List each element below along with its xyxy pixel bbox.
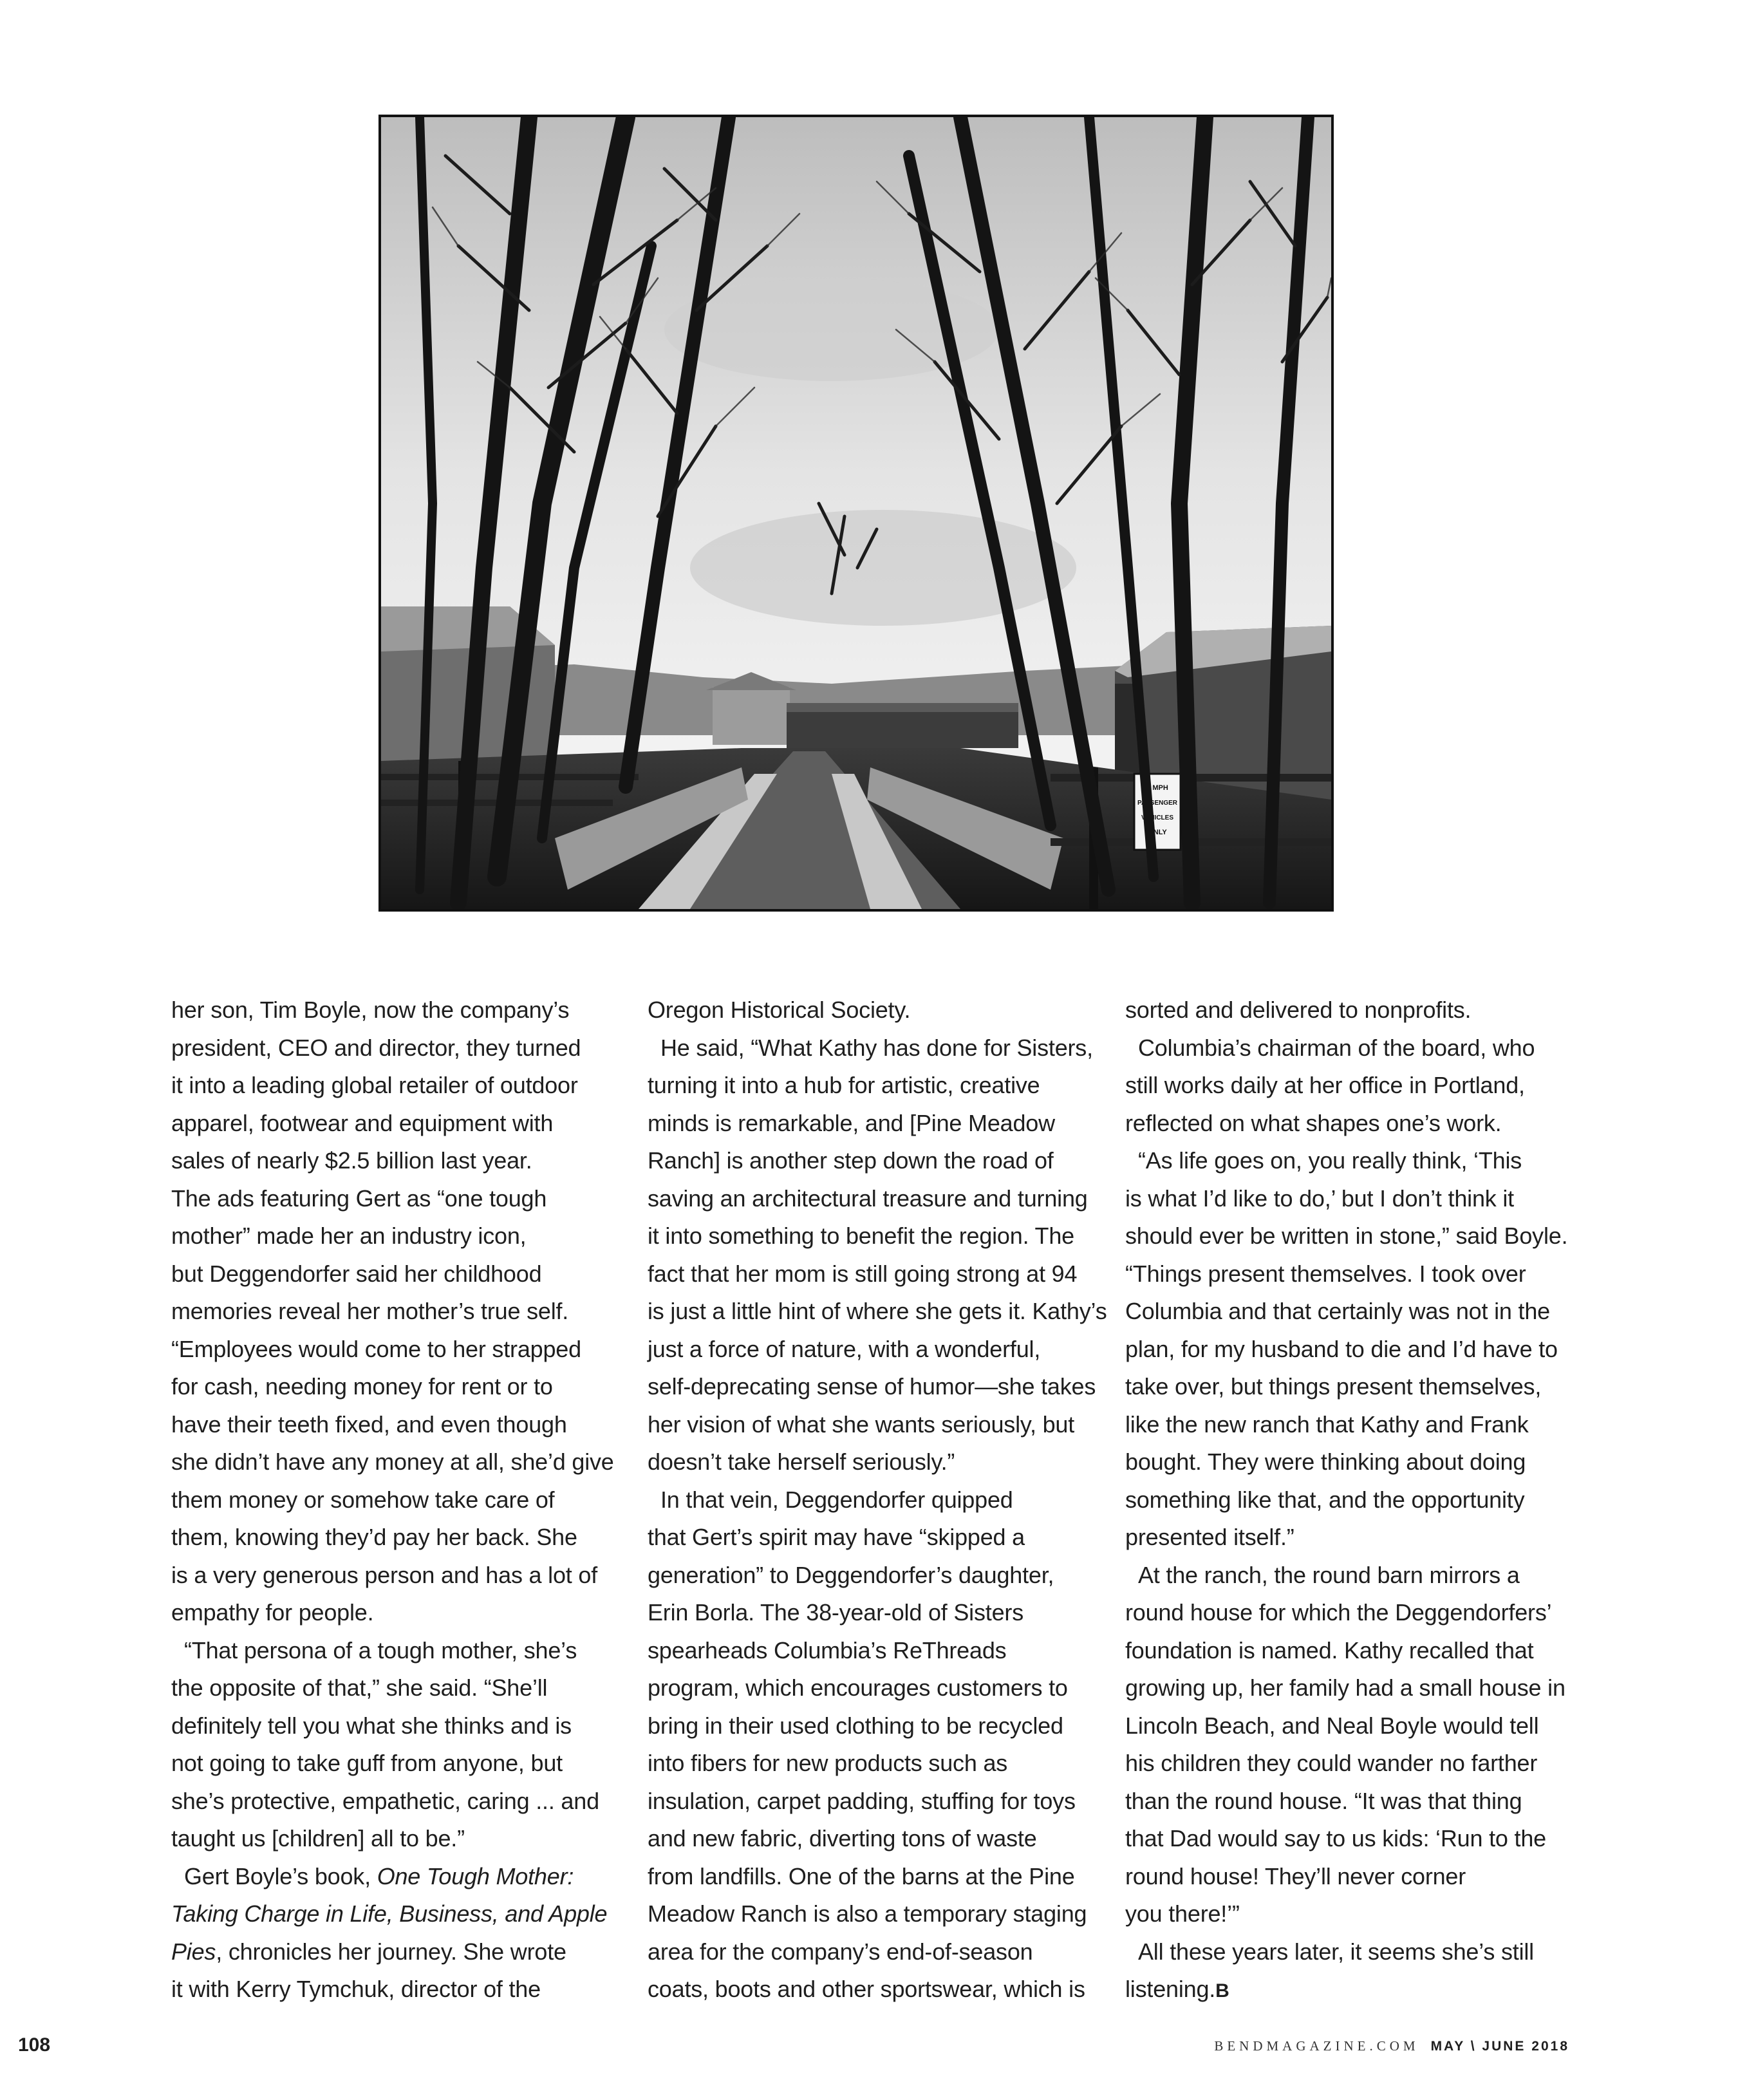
text-line: coats, boots and other sportswear, which is [648,1976,1085,2002]
text-line: is what I’d like to do,’ but I don’t think it [1125,1185,1514,1212]
text-line: president, CEO and director, they turned [171,1034,581,1061]
text-line: Columbia’s chairman of the board, who [1138,1034,1535,1061]
paragraph [1125,1029,1582,1143]
text-line: foundation is named. Kathy recalled that [1125,1636,1534,1664]
text-line: than the round house. “It was that thing [1125,1787,1522,1814]
paragraph [171,1858,628,2009]
paragraph [648,991,1105,1029]
text-line: At the ranch, the round barn mirrors a [1138,1561,1520,1588]
paragraph [1125,1933,1582,2011]
text-line: generation” to Deggendorfer’s daughter, [648,1561,1054,1588]
sign-line-2: PASSENGER [1137,800,1178,807]
text-line: Columbia and that certainly was not in the [1125,1298,1550,1324]
text-line: still works daily at her office in Portland, [1125,1072,1525,1098]
text-line: memories reveal her mother’s true self. [171,1298,569,1324]
text-line: presented itself.” [1125,1524,1294,1550]
text-line: apparel, footwear and equipment with [171,1109,554,1136]
text-line: All these years later, it seems she’s still [1138,1938,1534,1965]
text-line [171,1858,628,1896]
text-line: she didn’t have any money at all, she’d give [171,1448,614,1475]
text-line: taught us [children] all to be.” [171,1825,465,1852]
text-line: fact that her mom is still going strong at 94 [648,1260,1078,1287]
sign-line-1: 5 MPH [1146,784,1168,792]
text-line: “Employees would come to her strapped [171,1335,581,1362]
text-line: In that vein, Deggendorfer quipped [660,1486,1013,1513]
text-line [171,1933,628,1971]
text-line: she’s protective, empathetic, caring ... and [171,1787,599,1814]
text-run: Gert Boyle’s book, [184,1862,377,1889]
text-line: just a force of nature, with a wonderful, [648,1335,1041,1362]
text-line: round house for which the Deggendorfers’ [1125,1599,1552,1626]
text-line [171,1895,628,1933]
article-column-1 [171,991,628,2009]
text-line: spearheads Columbia’s ReThreads [648,1636,1007,1664]
text-line: growing up, her family had a small house in [1125,1674,1565,1701]
text-line: turning it into a hub for artistic, creative [648,1072,1040,1098]
text-line [1125,1971,1582,2011]
text-line: Lincoln Beach, and Neal Boyle would tell [1125,1712,1539,1739]
paragraph [171,1632,628,1858]
text-line: something like that, and the opportunity [1125,1486,1525,1513]
text-line: saving an architectural treasure and turning [648,1185,1088,1212]
text-line: Oregon Historical Society. [648,997,911,1023]
text-line: mother” made her an industry icon, [171,1223,527,1249]
text-line: her son, Tim Boyle, now the company’s [171,997,570,1023]
text-line: her vision of what she wants seriously, but [648,1411,1075,1438]
text-line: and new fabric, diverting tons of waste [648,1825,1037,1852]
text-line: sales of nearly $2.5 billion last year. [171,1147,532,1174]
text-line: that Gert’s spirit may have “skipped a [648,1524,1025,1550]
text-line: them, knowing they’d pay her back. She [171,1524,577,1550]
text-line: for cash, needing money for rent or to [171,1373,553,1400]
text-line: from landfills. One of the barns at the Pine [648,1862,1075,1889]
text-line: program, which encourages customers to [648,1674,1068,1701]
paragraph [648,1029,1105,1481]
issue-date: MAY \ JUNE 2018 [1430,2039,1569,2054]
text-line: “That persona of a tough mother, she’s [184,1636,577,1664]
sign-line-3: VEHICLES [1141,814,1174,821]
website-url: BENDMAGAZINE.COM [1214,2038,1419,2054]
running-footer [1214,2038,1569,2054]
text-run: listening. [1125,1976,1216,2002]
book-title: Taking Charge in Life, Business, and Apple [171,1900,608,1927]
ranch-road-photo [381,117,1331,909]
text-line: Erin Borla. The 38-year-old of Sisters [648,1599,1023,1626]
text-line: the opposite of that,” she said. “She’ll [171,1674,548,1701]
text-line: have their teeth fixed, and even though [171,1411,567,1438]
text-line: like the new ranch that Kathy and Frank [1125,1411,1529,1438]
text-run: , chronicles her journey. She wrote [216,1938,566,1965]
paragraph [1125,1142,1582,1557]
text-line: doesn’t take herself seriously.” [648,1448,955,1475]
paragraph [1125,991,1582,1029]
paragraph [648,1481,1105,2009]
article-column-3 [1125,991,1582,2011]
text-line: into fibers for new products such as [648,1750,1008,1776]
text-line: is a very generous person and has a lot of [171,1561,598,1588]
text-line: He said, “What Kathy has done for Sisters, [660,1034,1093,1061]
book-title: Pies [171,1938,216,1965]
text-line: Ranch] is another step down the road of [648,1147,1054,1174]
text-line: empathy for people. [171,1599,374,1626]
text-line: them money or somehow take care of [171,1486,555,1513]
text-line: is just a little hint of where she gets it. Kathy’s [648,1298,1107,1324]
sign-line-4: ONLY [1148,829,1167,836]
book-title: One Tough Mother: [377,1862,574,1889]
text-line: area for the company’s end-of-season [648,1938,1033,1965]
text-line: not going to take guff from anyone, but [171,1750,563,1776]
text-line: insulation, carpet padding, stuffing for toys [648,1787,1076,1814]
text-line: Meadow Ranch is also a temporary staging [648,1900,1087,1927]
page-number: 108 [18,2034,51,2056]
paragraph [171,991,628,1632]
paragraph [1125,1557,1582,1933]
text-line: bought. They were thinking about doing [1125,1448,1526,1475]
text-line: reflected on what shapes one’s work. [1125,1109,1502,1136]
text-line: definitely tell you what she thinks and is [171,1712,572,1739]
text-line: round house! They’ll never corner [1125,1862,1466,1889]
article-photo [378,115,1334,912]
text-line: “As life goes on, you really think, ‘This [1138,1147,1522,1174]
text-line: minds is remarkable, and [Pine Meadow [648,1109,1055,1136]
text-line: The ads featuring Gert as “one tough [171,1185,547,1212]
text-line: take over, but things present themselves, [1125,1373,1542,1400]
text-line: it into something to benefit the region. The [648,1223,1074,1249]
text-line: sorted and delivered to nonprofits. [1125,997,1472,1023]
text-line: you there!’” [1125,1900,1240,1927]
article-column-2 [648,991,1105,2009]
text-line: should ever be written in stone,” said Boyle. [1125,1223,1568,1249]
text-line: his children they could wander no farther [1125,1750,1538,1776]
text-line: bring in their used clothing to be recycled [648,1712,1063,1739]
text-line: plan, for my husband to die and I’d have to [1125,1335,1558,1362]
text-line: it into a leading global retailer of outdoor [171,1072,578,1098]
text-line: that Dad would say to us kids: ‘Run to the [1125,1825,1546,1852]
text-line: it with Kerry Tymchuk, director of the [171,1976,541,2002]
text-line: “Things present themselves. I took over [1125,1260,1526,1287]
text-line: but Deggendorfer said her childhood [171,1260,542,1287]
end-mark-icon: B [1215,1980,1228,2002]
text-line: self-deprecating sense of humor—she takes [648,1373,1096,1400]
